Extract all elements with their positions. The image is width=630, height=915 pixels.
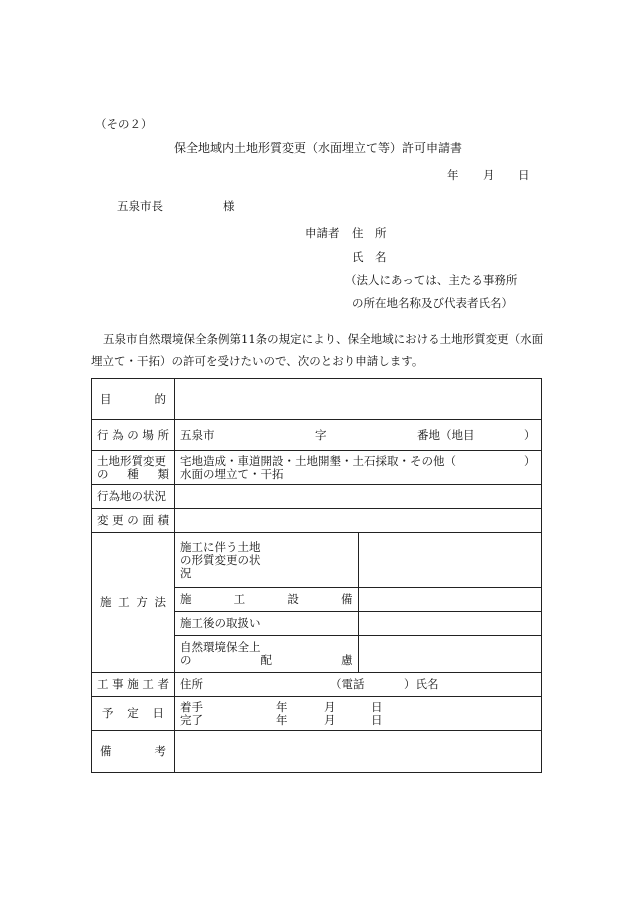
form-number: （その２） <box>95 117 153 131</box>
value-location[interactable] <box>175 420 542 451</box>
value-schedule[interactable] <box>175 697 542 731</box>
addressee-name: 五泉市長 <box>117 199 163 213</box>
location-lot: 番地（地目 <box>417 427 475 442</box>
value-purpose[interactable] <box>175 379 542 420</box>
schedule-end-day: 日 <box>371 712 383 727</box>
date-year: 年 <box>447 168 459 182</box>
row-change-type <box>92 451 542 485</box>
label-site-status: 行為地の状況 <box>92 485 175 509</box>
value-method-after[interactable] <box>358 612 542 636</box>
contractor-address: 住所 <box>180 677 203 691</box>
row-area <box>92 509 542 533</box>
row-contractor <box>92 673 542 697</box>
row-purpose <box>92 379 542 420</box>
schedule-end-year: 年 <box>276 712 288 727</box>
body-text-line1: 五泉市自然環境保全条例第11条の規定により、保全地域における土地形質変更（水面 <box>103 332 544 346</box>
value-contractor[interactable] <box>175 673 542 697</box>
row-site-status <box>92 485 542 509</box>
contractor-name: ）氏名 <box>404 677 439 691</box>
body-text-line2: 埋立て・干拓）の許可を受けたいので、次のとおり申請します。 <box>91 354 424 368</box>
applicant-label: 申請者 <box>305 226 340 240</box>
change-type-options-2: 水面の埋立て・干拓 <box>180 466 284 481</box>
schedule-start-month: 月 <box>324 699 336 714</box>
schedule-start: 着手 <box>180 699 203 714</box>
label-method-equipment: 施 工 設 備 <box>175 588 359 612</box>
label-method-consideration: 自然環境保全上 の 配 慮 <box>175 636 359 673</box>
applicant-name-label: 氏 名 <box>352 250 387 264</box>
value-method-land-change[interactable] <box>358 533 542 588</box>
row-location <box>92 420 542 451</box>
value-site-status[interactable] <box>175 485 542 509</box>
schedule-end-month: 月 <box>324 712 336 727</box>
row-method-1 <box>92 533 542 588</box>
label-schedule: 予 定 日 <box>92 697 175 731</box>
change-type-options: 宅地造成・車道開設・土地開墾・土石採取・その他（ <box>180 453 456 468</box>
row-schedule <box>92 697 542 731</box>
label-method-land-change: 施工に伴う土地 の形質変更の状 況 <box>175 533 359 588</box>
date-day: 日 <box>518 168 530 182</box>
location-close: ） <box>524 427 536 442</box>
label-remarks: 備 考 <box>92 731 175 773</box>
change-type-close: ） <box>524 453 536 468</box>
value-area[interactable] <box>175 509 542 533</box>
addressee-honorific: 様 <box>223 199 235 213</box>
applicant-note-line2: の所在地名称及び代表者氏名） <box>352 296 513 310</box>
label-method-after: 施工後の取扱い <box>175 612 359 636</box>
form-title: 保全地域内土地形質変更（水面埋立て等）許可申請書 <box>174 141 463 155</box>
location-city: 五泉市 <box>180 427 215 442</box>
label-change-type: 土地形質変更 の 種 類 <box>92 451 175 485</box>
location-aza: 字 <box>315 427 327 442</box>
value-change-type[interactable] <box>175 451 542 485</box>
label-purpose: 目 的 <box>92 379 175 420</box>
value-method-equipment[interactable] <box>358 588 542 612</box>
schedule-start-day: 日 <box>371 699 383 714</box>
contractor-phone: （電話 <box>330 677 365 691</box>
value-remarks[interactable] <box>175 731 542 773</box>
application-table <box>91 378 542 773</box>
row-remarks <box>92 731 542 773</box>
schedule-start-year: 年 <box>276 699 288 714</box>
applicant-address-label: 住 所 <box>352 226 387 240</box>
schedule-end: 完了 <box>180 712 203 727</box>
label-method: 施 工 方 法 <box>92 533 175 673</box>
value-method-consideration[interactable] <box>358 636 542 673</box>
label-location: 行 為 の 場 所 <box>92 420 175 451</box>
label-area: 変 更 の 面 積 <box>92 509 175 533</box>
date-month: 月 <box>483 168 495 182</box>
applicant-note-line1: （法人にあっては、主たる事務所 <box>345 273 518 287</box>
label-contractor: 工 事 施 工 者 <box>92 673 175 697</box>
